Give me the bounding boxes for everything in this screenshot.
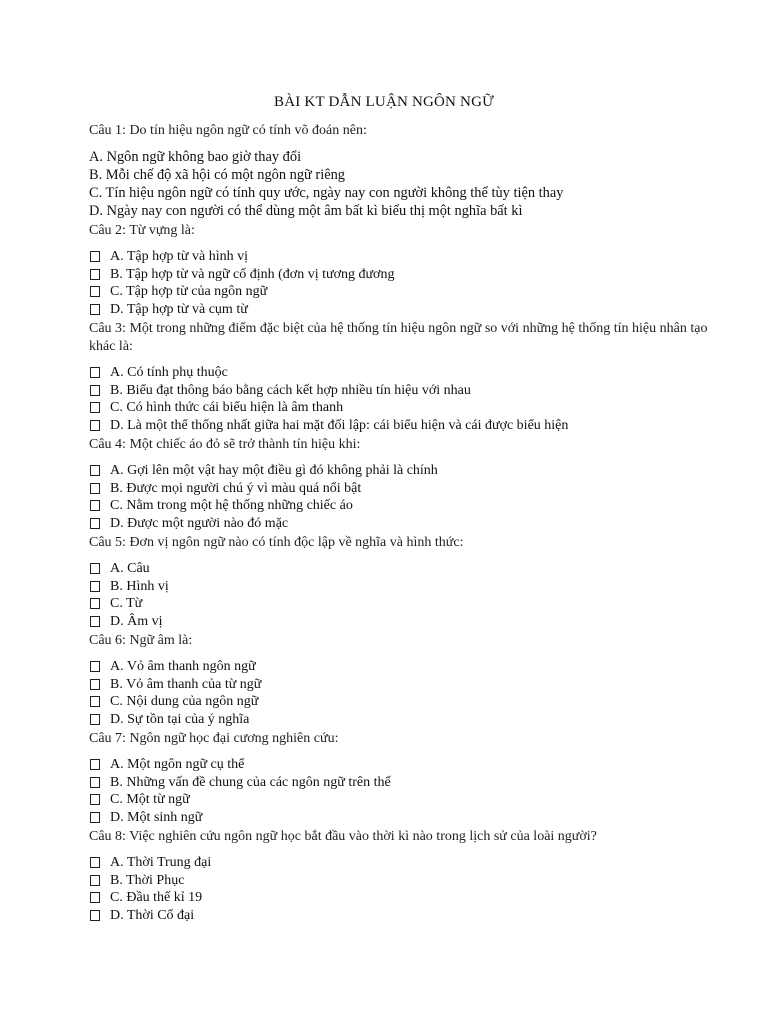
answer-option-a[interactable] bbox=[89, 248, 729, 266]
option-label: C. Tập hợp từ của ngôn ngữ bbox=[110, 284, 268, 299]
checkbox-icon[interactable] bbox=[90, 714, 100, 725]
checkbox-icon[interactable] bbox=[90, 696, 100, 707]
checkbox-icon[interactable] bbox=[90, 563, 100, 574]
answer-option-d[interactable] bbox=[89, 417, 729, 435]
answer-option-a[interactable] bbox=[89, 560, 729, 578]
question-text: Câu 5: Đơn vị ngôn ngữ nào có tính độc lập về nghĩa và hình thức: bbox=[89, 535, 464, 550]
checkbox-icon[interactable] bbox=[90, 892, 100, 903]
option-label: D. Thời Cổ đại bbox=[110, 907, 195, 923]
answer-option-d: D. Ngày nay con người có thể dùng một âm bất kì biểu thị một nghĩa bất kì bbox=[89, 203, 523, 219]
question-6 bbox=[89, 632, 729, 728]
option-label: C. Nội dung của ngôn ngữ bbox=[110, 694, 259, 709]
checkbox-icon[interactable] bbox=[90, 598, 100, 609]
question-2 bbox=[89, 222, 729, 318]
checkbox-icon[interactable] bbox=[90, 304, 100, 315]
option-label: B. Vỏ âm thanh của từ ngữ bbox=[110, 676, 262, 692]
answer-option-b: B. Mỗi chế độ xã hội có một ngôn ngữ riêng bbox=[89, 167, 346, 183]
question-text: Câu 8: Việc nghiên cứu ngôn ngữ học bắt đầu vào thời kì nào trong lịch sử của loài người? bbox=[89, 829, 597, 844]
checkbox-icon[interactable] bbox=[90, 910, 100, 921]
document-title: BÀI KT DẪN LUẬN NGÔN NGỮ bbox=[274, 94, 494, 110]
checkbox-icon[interactable] bbox=[90, 251, 100, 262]
answer-options bbox=[89, 560, 729, 630]
checkbox-icon[interactable] bbox=[90, 581, 100, 592]
answer-options bbox=[89, 658, 729, 728]
checkbox-icon[interactable] bbox=[90, 661, 100, 672]
answer-option-b[interactable] bbox=[89, 382, 729, 400]
option-label: D. Âm vị bbox=[110, 613, 163, 629]
option-label: B. Được mọi người chú ý vì màu quá nổi bật bbox=[110, 480, 362, 496]
question-8 bbox=[89, 828, 729, 924]
option-label: D. Một sinh ngữ bbox=[110, 809, 203, 825]
question-4 bbox=[89, 436, 729, 532]
question-text: Câu 4: Một chiếc áo đỏ sẽ trở thành tín hiệu khi: bbox=[89, 437, 361, 452]
checkbox-icon[interactable] bbox=[90, 420, 100, 431]
option-label: B. Biểu đạt thông báo bằng cách kết hợp nhiều tín hiệu với nhau bbox=[110, 382, 471, 398]
option-label: C. Đầu thế kỉ 19 bbox=[110, 890, 203, 905]
answer-option-c[interactable] bbox=[89, 693, 729, 711]
checkbox-icon[interactable] bbox=[90, 875, 100, 886]
checkbox-icon[interactable] bbox=[90, 286, 100, 297]
checkbox-icon[interactable] bbox=[90, 465, 100, 476]
answer-option-d[interactable] bbox=[89, 515, 729, 533]
answer-option-a: A. Ngôn ngữ không bao giờ thay đổi bbox=[89, 149, 302, 165]
answer-option-b[interactable] bbox=[89, 872, 729, 890]
question-1 bbox=[89, 122, 729, 220]
answer-option-c[interactable] bbox=[89, 595, 729, 613]
checkbox-icon[interactable] bbox=[90, 777, 100, 788]
answer-option-c[interactable] bbox=[89, 791, 729, 809]
question-text: Câu 6: Ngữ âm là: bbox=[89, 633, 193, 648]
checkbox-icon[interactable] bbox=[90, 857, 100, 868]
answer-options bbox=[89, 364, 729, 434]
option-label: B. Tập hợp từ và ngữ cố định (đơn vị tương đương bbox=[110, 266, 395, 282]
answer-options bbox=[89, 148, 729, 220]
answer-option-c[interactable] bbox=[89, 497, 729, 515]
answer-option-c[interactable] bbox=[89, 399, 729, 417]
answer-option-c: C. Tín hiệu ngôn ngữ có tính quy ước, ngày nay con người không thể tùy tiện thay bbox=[89, 185, 564, 201]
answer-option-a[interactable] bbox=[89, 756, 729, 774]
answer-option-b[interactable] bbox=[89, 774, 729, 792]
answer-options bbox=[89, 462, 729, 532]
checkbox-icon[interactable] bbox=[90, 402, 100, 413]
option-label: B. Những vấn đề chung của các ngôn ngữ trên thế bbox=[110, 774, 391, 790]
question-3 bbox=[89, 320, 729, 434]
option-label: D. Sự tồn tại của ý nghĩa bbox=[110, 711, 250, 727]
answer-option-d[interactable] bbox=[89, 613, 729, 631]
option-label: C. Một từ ngữ bbox=[110, 792, 190, 807]
answer-option-b[interactable] bbox=[89, 676, 729, 694]
option-label: C. Có hình thức cái biểu hiện là âm thanh bbox=[110, 400, 344, 415]
question-text: Câu 3: Một trong những điểm đặc biệt của hệ thống tín hiệu ngôn ngữ so với những hệ thống tín hiệu nhân tạo khác là: bbox=[89, 321, 708, 354]
checkbox-icon[interactable] bbox=[90, 759, 100, 770]
checkbox-icon[interactable] bbox=[90, 385, 100, 396]
option-label: A. Một ngôn ngữ cụ thể bbox=[110, 757, 245, 772]
option-label: C. Từ bbox=[110, 596, 143, 611]
question-list bbox=[89, 122, 729, 926]
option-label: A. Câu bbox=[110, 561, 150, 576]
checkbox-icon[interactable] bbox=[90, 367, 100, 378]
option-label: B. Hình vị bbox=[110, 578, 169, 594]
answer-option-d[interactable] bbox=[89, 809, 729, 827]
question-text: Câu 2: Từ vựng là: bbox=[89, 223, 195, 238]
answer-option-b[interactable] bbox=[89, 480, 729, 498]
answer-option-d[interactable] bbox=[89, 711, 729, 729]
option-label: A. Thời Trung đại bbox=[110, 855, 212, 870]
answer-option-d[interactable] bbox=[89, 907, 729, 925]
answer-option-d[interactable] bbox=[89, 301, 729, 319]
checkbox-icon[interactable] bbox=[90, 812, 100, 823]
option-label: D. Được một người nào đó mặc bbox=[110, 515, 289, 531]
answer-options bbox=[89, 756, 729, 826]
answer-options bbox=[89, 248, 729, 318]
question-7 bbox=[89, 730, 729, 826]
option-label: A. Có tính phụ thuộc bbox=[110, 365, 228, 380]
answer-options bbox=[89, 854, 729, 924]
answer-option-c[interactable] bbox=[89, 283, 729, 301]
answer-option-a[interactable] bbox=[89, 854, 729, 872]
option-label: C. Nằm trong một hệ thống những chiếc áo bbox=[110, 498, 353, 513]
option-label: D. Tập hợp từ và cụm từ bbox=[110, 301, 248, 317]
checkbox-icon[interactable] bbox=[90, 500, 100, 511]
question-text: Câu 1: Do tín hiệu ngôn ngữ có tính võ đoán nên: bbox=[89, 123, 367, 138]
option-label: A. Gợi lên một vật hay một điều gì đó không phải là chính bbox=[110, 463, 438, 478]
option-label: A. Vỏ âm thanh ngôn ngữ bbox=[110, 659, 256, 674]
answer-option-c[interactable] bbox=[89, 889, 729, 907]
answer-option-a[interactable] bbox=[89, 364, 729, 382]
checkbox-icon[interactable] bbox=[90, 269, 100, 280]
answer-option-a[interactable] bbox=[89, 462, 729, 480]
checkbox-icon[interactable] bbox=[90, 616, 100, 627]
question-5 bbox=[89, 534, 729, 630]
answer-option-a[interactable] bbox=[89, 658, 729, 676]
checkbox-icon[interactable] bbox=[90, 679, 100, 690]
checkbox-icon[interactable] bbox=[90, 794, 100, 805]
option-label: A. Tập hợp từ và hình vị bbox=[110, 249, 248, 264]
option-label: D. Là một thể thống nhất giữa hai mặt đối lập: cái biểu hiện và cái được biểu hiện bbox=[110, 417, 569, 433]
checkbox-icon[interactable] bbox=[90, 518, 100, 529]
checkbox-icon[interactable] bbox=[90, 483, 100, 494]
question-text: Câu 7: Ngôn ngữ học đại cương nghiên cứu: bbox=[89, 731, 339, 746]
answer-option-b[interactable] bbox=[89, 266, 729, 284]
option-label: B. Thời Phục bbox=[110, 872, 185, 888]
answer-option-b[interactable] bbox=[89, 578, 729, 596]
